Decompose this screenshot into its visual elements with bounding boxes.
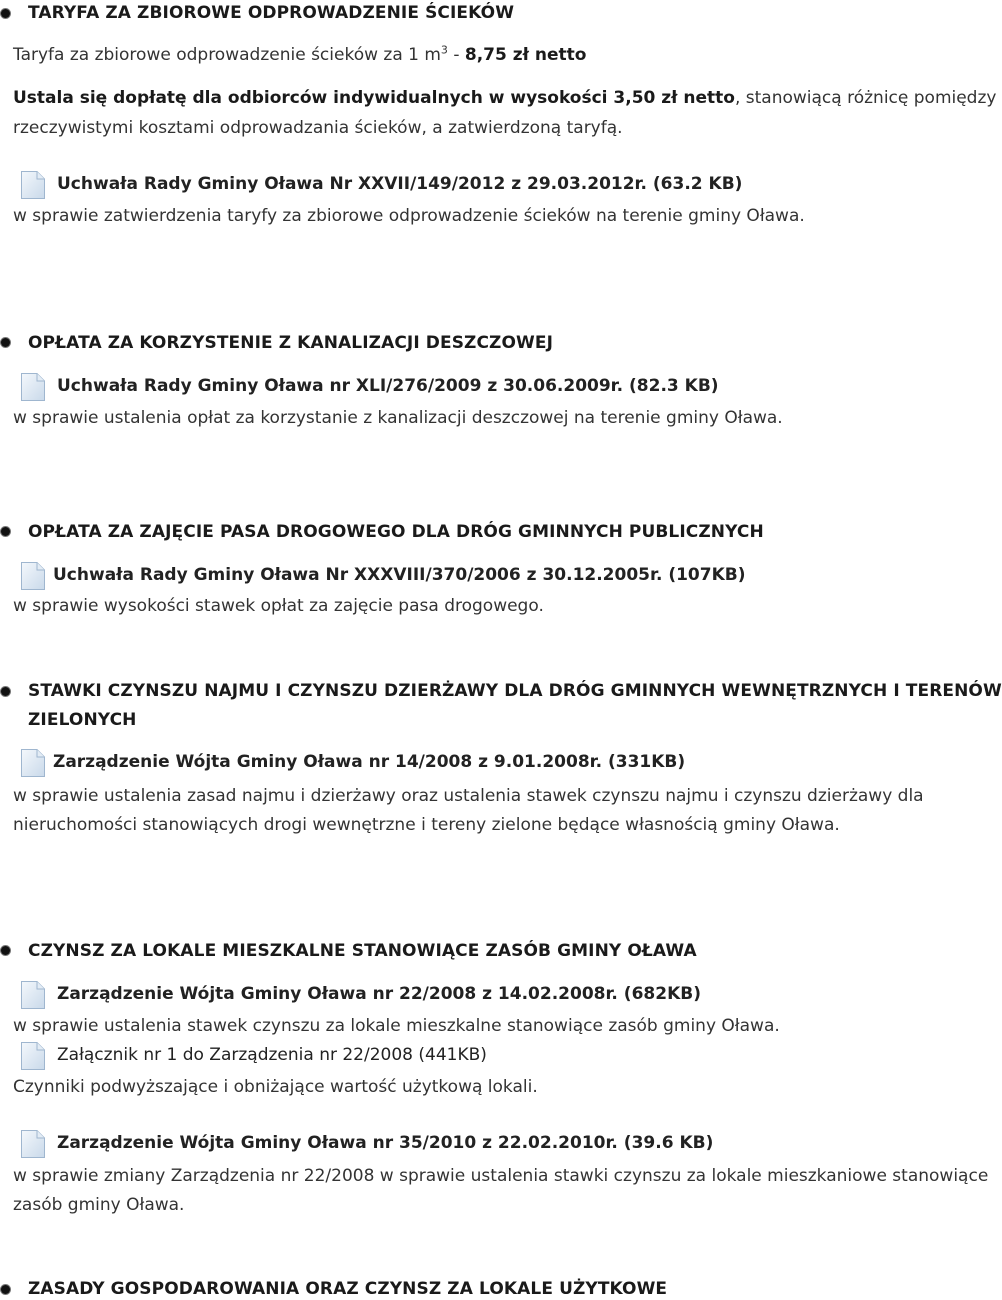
subsidy-bold: Ustala się dopłatę dla odbiorców indywidualnych w wysokości 3,50 zł netto [13,88,735,108]
document-file-icon[interactable] [20,561,46,591]
doc-link-zarzadzenie-35-2010[interactable]: Zarządzenie Wójta Gminy Oława nr 35/2010 z 22.02.2010r. (39.6 KB) [57,1133,714,1153]
document-file-icon[interactable] [20,1129,46,1159]
doc-description: w sprawie ustalenia opłat za korzystanie z kanalizacji deszczowej na terenie gminy Oława. [13,408,783,428]
document-file-icon[interactable] [20,1041,46,1071]
section-heading-sewage-tariff: TARYFA ZA ZBIOROWE ODPROWADZENIE ŚCIEKÓW [28,3,515,23]
document-file-icon[interactable] [20,170,46,200]
doc-link-uchwala-xxxviii-370-2006[interactable]: Uchwała Rady Gminy Oława Nr XXXVIII/370/2006 z 30.12.2005r. (107KB) [53,565,746,585]
doc-description-cont: nieruchomości stanowiących drogi wewnętrzne i tereny zielone będące własnością gminy Oława. [13,815,840,835]
document-file-icon[interactable] [20,748,46,778]
tariff-separator: - [447,45,465,65]
doc-link-zalacznik-1-22-2008[interactable]: Załącznik nr 1 do Zarządzenia nr 22/2008 (441KB) [57,1045,487,1065]
doc-description: w sprawie wysokości stawek opłat za zajęcie pasa drogowego. [13,596,544,616]
section-heading-rent-lease-rates: STAWKI CZYNSZU NAJMU I CZYNSZU DZIERŻAWY DLA DRÓG GMINNYCH WEWNĘTRZNYCH I TERENÓW [28,681,1002,701]
tariff-line [13,45,586,65]
doc-description: w sprawie ustalenia zasad najmu i dzierżawy oraz ustalenia stawek czynszu najmu i czynszu dzierżawy dla [13,786,924,806]
tariff-prefix: Taryfa za zbiorowe odprowadzenie ścieków za 1 m [13,45,441,65]
bullet-icon [1,1285,10,1294]
bullet-icon [1,9,10,18]
bullet-icon [1,527,10,536]
subsidy-line-2: rzeczywistymi kosztami odprowadzania ścieków, a zatwierdzoną taryfą. [13,118,623,138]
bullet-icon [1,687,10,696]
section-heading-rent-lease-rates-cont: ZIELONYCH [28,710,137,730]
tariff-unit-superscript: 3 [440,43,448,57]
doc-link-uchwala-xli-276-2009[interactable]: Uchwała Rady Gminy Oława nr XLI/276/2009 z 30.06.2009r. (82.3 KB) [57,376,719,396]
section-heading-rainwater-fee: OPŁATA ZA KORZYSTENIE Z KANALIZACJI DESZCZOWEJ [28,333,554,353]
section-heading-commercial-premises: ZASADY GOSPODAROWANIA ORAZ CZYNSZ ZA LOKALE UŻYTKOWE [28,1279,668,1299]
doc-link-zarzadzenie-22-2008[interactable]: Zarządzenie Wójta Gminy Oława nr 22/2008 z 14.02.2008r. (682KB) [57,984,701,1004]
document-file-icon[interactable] [20,980,46,1010]
doc-description: w sprawie zatwierdzenia taryfy za zbiorowe odprowadzenie ścieków na terenie gminy Oława. [13,206,805,226]
bullet-icon [1,338,10,347]
doc-description: w sprawie zmiany Zarządzenia nr 22/2008 w sprawie ustalenia stawki czynszu za lokale mieszkaniowe stanowiące [13,1166,989,1186]
subsidy-rest: , stanowiącą różnicę pomiędzy [734,88,997,108]
section-heading-road-lane-fee: OPŁATA ZA ZAJĘCIE PASA DROGOWEGO DLA DRÓG GMINNYCH PUBLICZNYCH [28,522,764,542]
doc-description: Czynniki podwyższające i obniżające wartość użytkową lokali. [13,1077,538,1097]
doc-description: w sprawie ustalenia stawek czynszu za lokale mieszkalne stanowiące zasób gminy Oława. [13,1016,780,1036]
document-file-icon[interactable] [20,372,46,402]
section-heading-residential-rent: CZYNSZ ZA LOKALE MIESZKALNE STANOWIĄCE ZASÓB GMINY OŁAWA [28,941,697,961]
doc-description-cont: zasób gminy Oława. [13,1195,185,1215]
doc-link-uchwala-xxvii-149-2012[interactable]: Uchwała Rady Gminy Oława Nr XXVII/149/2012 z 29.03.2012r. (63.2 KB) [57,174,743,194]
bullet-icon [1,946,10,955]
doc-link-zarzadzenie-14-2008[interactable]: Zarządzenie Wójta Gminy Oława nr 14/2008 z 9.01.2008r. (331KB) [53,752,686,772]
subsidy-line-1 [13,88,996,108]
tariff-value: 8,75 zł netto [464,45,587,65]
